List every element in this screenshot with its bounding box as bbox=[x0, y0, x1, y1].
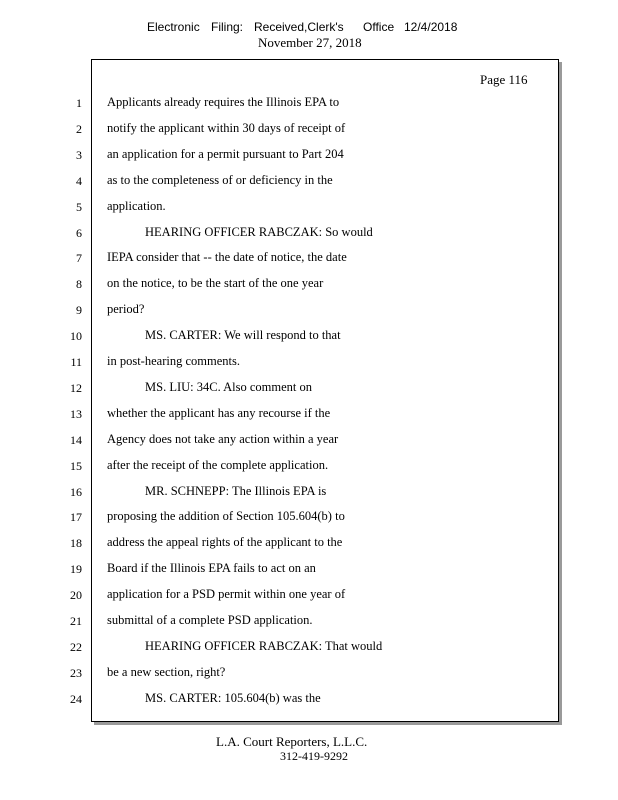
filing-stamp-electronic: Electronic bbox=[147, 20, 200, 34]
line-number: 7 bbox=[76, 251, 82, 265]
line-number: 17 bbox=[70, 510, 82, 524]
transcript-line: proposing the addition of Section 105.604(b) to bbox=[107, 509, 345, 523]
transcript-line: HEARING OFFICER RABCZAK: So would bbox=[145, 225, 373, 239]
line-number: 14 bbox=[70, 433, 82, 447]
transcript-line: HEARING OFFICER RABCZAK: That would bbox=[145, 639, 383, 653]
transcript-line: submittal of a complete PSD application. bbox=[107, 613, 313, 627]
transcript-line: application. bbox=[107, 199, 166, 213]
line-number: 4 bbox=[76, 174, 82, 188]
transcript-line: MR. SCHNEPP: The Illinois EPA is bbox=[145, 484, 327, 498]
line-number: 22 bbox=[70, 640, 82, 654]
transcript-line: notify the applicant within 30 days of receipt of bbox=[107, 121, 346, 135]
transcript-line: MS. CARTER: We will respond to that bbox=[145, 328, 341, 342]
hearing-date: November 27, 2018 bbox=[258, 35, 362, 50]
court-reporter-phone: 312-419-9292 bbox=[280, 749, 348, 763]
line-number: 20 bbox=[70, 588, 82, 602]
line-number: 18 bbox=[70, 536, 82, 550]
line-number: 16 bbox=[70, 485, 82, 499]
line-number: 12 bbox=[70, 381, 82, 395]
line-number: 15 bbox=[70, 459, 82, 473]
transcript-line: as to the completeness of or deficiency in the bbox=[107, 173, 333, 187]
filing-stamp-office: Office bbox=[363, 20, 395, 34]
transcript-line: Agency does not take any action within a year bbox=[107, 432, 339, 446]
filing-stamp-received: Received,Clerk's bbox=[254, 20, 344, 34]
court-reporter-name: L.A. Court Reporters, L.L.C. bbox=[216, 734, 368, 749]
transcript-line: address the appeal rights of the applicant to the bbox=[107, 535, 343, 549]
transcript-line: whether the applicant has any recourse if the bbox=[107, 406, 331, 420]
transcript-line: after the receipt of the complete application. bbox=[107, 458, 329, 472]
line-number: 9 bbox=[76, 303, 82, 317]
transcript-line: an application for a permit pursuant to Part 204 bbox=[107, 147, 344, 161]
line-number: 21 bbox=[70, 614, 82, 628]
transcript-line: period? bbox=[107, 302, 145, 316]
page-number: Page 116 bbox=[480, 72, 528, 87]
transcript-line: IEPA consider that -- the date of notice, the date bbox=[107, 250, 347, 264]
transcript-line: on the notice, to be the start of the one year bbox=[107, 276, 324, 290]
line-number: 24 bbox=[70, 692, 82, 706]
transcript-line: be a new section, right? bbox=[107, 665, 226, 679]
transcript-line: application for a PSD permit within one year of bbox=[107, 587, 346, 601]
line-number: 10 bbox=[70, 329, 82, 343]
line-number: 11 bbox=[70, 355, 82, 369]
transcript-line: Applicants already requires the Illinois EPA to bbox=[107, 95, 340, 109]
line-number: 6 bbox=[76, 226, 82, 240]
line-number: 3 bbox=[76, 148, 82, 162]
filing-stamp-date: 12/4/2018 bbox=[404, 20, 458, 34]
transcript-line: Board if the Illinois EPA fails to act on an bbox=[107, 561, 316, 575]
filing-stamp-filing: Filing: bbox=[211, 20, 244, 34]
line-number: 1 bbox=[76, 96, 82, 110]
line-number: 5 bbox=[76, 200, 82, 214]
transcript-line: in post-hearing comments. bbox=[107, 354, 240, 368]
transcript-line: MS. CARTER: 105.604(b) was the bbox=[145, 691, 321, 705]
line-number: 23 bbox=[70, 666, 82, 680]
line-number: 19 bbox=[70, 562, 82, 576]
transcript-line: MS. LIU: 34C. Also comment on bbox=[145, 380, 313, 394]
line-number: 8 bbox=[76, 277, 82, 291]
line-number: 2 bbox=[76, 122, 82, 136]
line-number: 13 bbox=[70, 407, 82, 421]
